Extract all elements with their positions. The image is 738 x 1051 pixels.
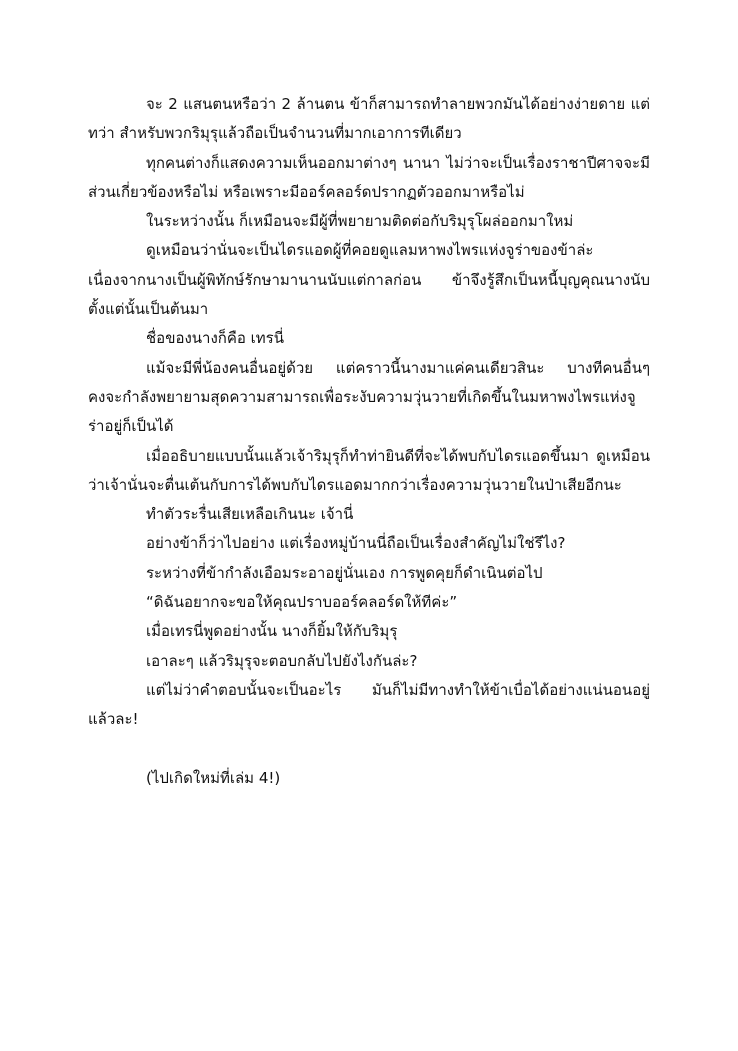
paragraph-7: เมื่ออธิบายแบบนั้นแล้วเจ้าริมุรุก็ทำท่ายินดีที่จะได้พบกับไดรแอดขึ้นมา ดูเหมือนว่าเจ้านั่นจะตื่นเต้นกับการได้พบกับไดรแอดมากกว่าเรื่องความวุ่นวายในป่าเสียอีกนะ [88,446,650,494]
page-body-text [88,90,650,793]
paragraph-11-dialogue: “ดิฉันอยากจะขอให้คุณปราบออร์คลอร์ดให้ทีค่ะ” [146,593,458,612]
paragraph-9: อย่างข้าก็ว่าไปอย่าง แต่เรื่องหมู่บ้านนี่ถือเป็นเรื่องสำคัญไม่ใช่รึไง? [146,534,566,553]
paragraph-14: แต่ไม่ว่าคำตอบนั้นจะเป็นอะไร มันก็ไม่มีทางทำให้ข้าเบื่อได้อย่างแน่นอนอยู่แล้วละ! [88,680,650,729]
paragraph-2: ทุกคนต่างก็แสดงความเห็นออกมาต่างๆ นานา ไม่ว่าจะเป็นเรื่องราชาปีศาจจะมีส่วนเกี่ยวข้องหรือไม่ หรือเพราะมีออร์คลอร์ดปรากฏตัวออกมาหรือไม่ [88,153,650,201]
paragraph-6: แม้จะมีพี่น้องคนอื่นอยู่ด้วย แต่คราวนี้นางมาแค่คนเดียวสินะ บางทีคนอื่นๆ คงจะกำลังพยายามสุดความสามารถเพื่อระงับความวุ่นวายที่เกิดขึ้นในมหาพงไพรแห่งจูร่าอยู่ก็เป็นได้ [88,358,650,436]
blank-line [88,735,650,764]
paragraph-1: จะ 2 แสนตนหรือว่า 2 ล้านตน ข้าก็สามารถทำลายพวกมันได้อย่างง่ายดาย แต่ทว่า สำหรับพวกริมุรุแล้วถือเป็นจำนวนที่มากเอาการทีเดียว [88,95,650,143]
paragraph-8: ทำตัวระรื่นเสียเหลือเกินนะ เจ้านี่ [146,505,354,524]
closing-note: (ไปเกิดใหม่ที่เล่ม 4!) [146,768,281,787]
paragraph-3: ในระหว่างนั้น ก็เหมือนจะมีผู้ที่พยายามติดต่อกับริมุรุโผล่ออกมาใหม่ [146,212,574,231]
paragraph-5: ชื่อของนางก็คือ เทรนี่ [146,329,284,348]
paragraph-12: เมื่อเทรนี่พูดอย่างนั้น นางก็ยิ้มให้กับริมุรุ [146,622,398,641]
paragraph-10: ระหว่างที่ข้ากำลังเอือมระอาอยู่นั่นเอง การพูดคุยก็ดำเนินต่อไป [146,563,543,582]
paragraph-4: ดูเหมือนว่านั่นจะเป็นไดรแอดผู้ที่คอยดูแลมหาพงไพรแห่งจูร่าของข้าล่ะ เนื่องจากนางเป็นผู้พิทักษ์รักษามานานนับแต่กาลก่อน ข้าจึงรู้สึกเป็นหนี้บุญคุณนางนับตั้งแต่นั้นเป็นต้นมา [88,241,650,319]
paragraph-13: เอาละๆ แล้วริมุรุจะตอบกลับไปยังไงกันล่ะ? [146,651,418,670]
